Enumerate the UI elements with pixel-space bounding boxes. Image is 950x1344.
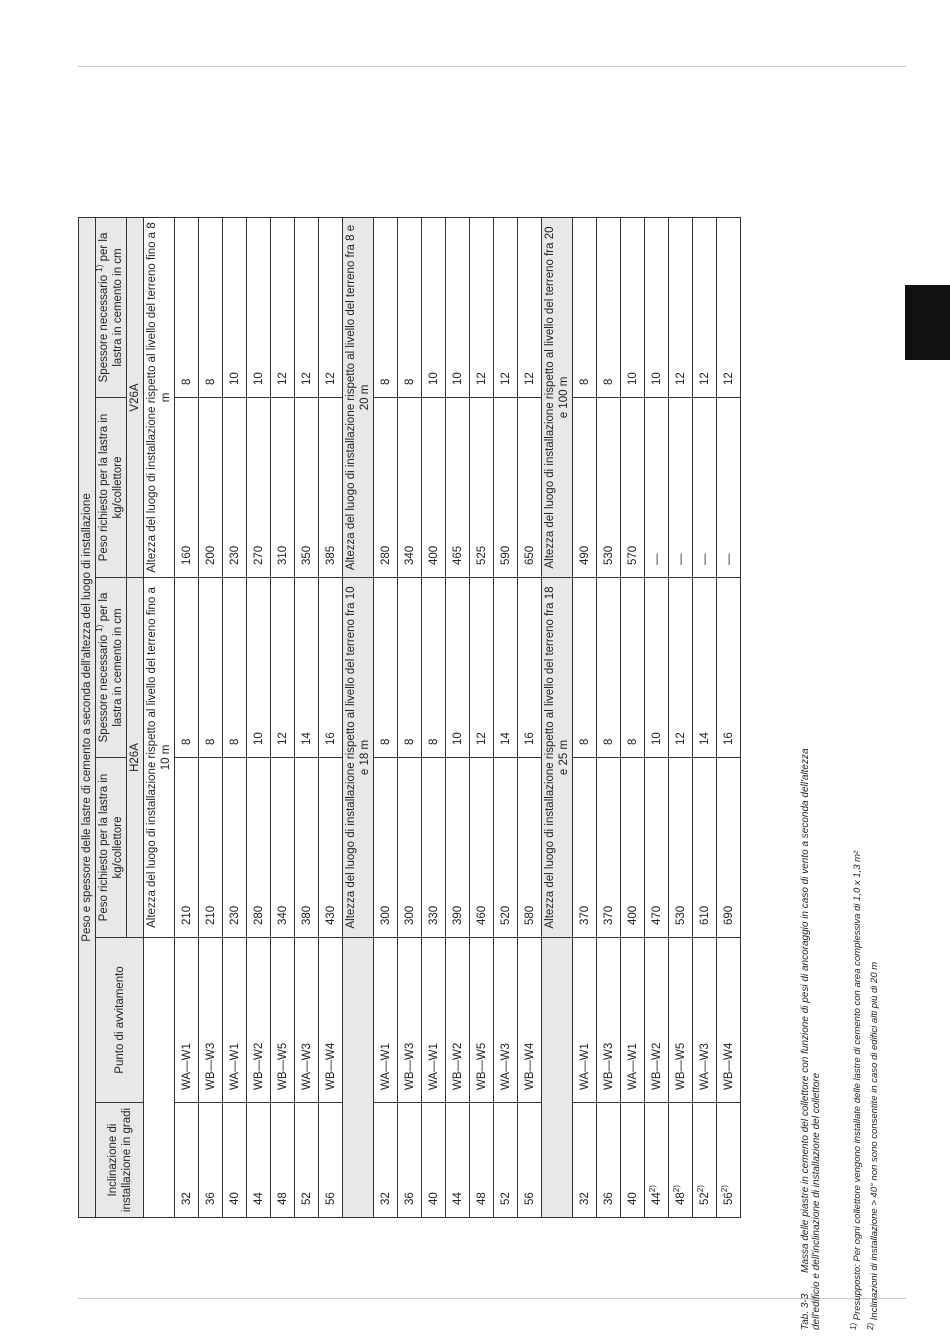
col-header-inclination: Inclinazione di installazione in gradi [96,1103,144,1218]
cell-thickness-h26a: 8 [621,578,645,758]
table-row [175,217,199,1217]
cell-thickness-h26a: 12 [271,578,295,758]
cell-screw-point: WA—W3 [693,938,717,1103]
cell-weight-h26a: 610 [693,758,717,938]
cell-weight-h26a: 390 [446,758,470,938]
cell-screw-point: WB—W4 [717,938,741,1103]
table-row [422,217,446,1217]
cell-thickness-h26a: 16 [319,578,343,758]
section-label-v26a: Altezza del luogo di installazione rispetto al livello del terreno fra 8 e 20 m [343,217,374,577]
cell-inclination: 44$^{2)}$ [645,1103,669,1218]
cell-inclination: 36 [597,1103,621,1218]
cell-thickness-h26a: 16 [518,578,542,758]
cell-weight-v26a: 340 [398,398,422,578]
cell-thickness-v26a: 10 [645,217,669,397]
table-row [319,217,343,1217]
cell-weight-v26a: 310 [271,398,295,578]
cell-inclination: 32 [175,1103,199,1218]
cell-inclination: 48$^{2)}$ [669,1103,693,1218]
table-title: Peso e spessore delle lastre di cemento a seconda dell'altezza del luogo di installazione [79,217,96,1217]
cell-thickness-v26a: 12 [295,217,319,397]
cell-thickness-v26a: 8 [175,217,199,397]
cell-screw-point: WA—W3 [494,938,518,1103]
model-v26a: V26A [127,217,144,577]
cell-weight-h26a: 530 [669,758,693,938]
table-row [398,217,422,1217]
cell-weight-h26a: 520 [494,758,518,938]
cell-weight-v26a: — [693,398,717,578]
cell-weight-v26a: — [717,398,741,578]
cell-inclination: 32 [573,1103,597,1218]
cell-screw-point: WB—W2 [645,938,669,1103]
cell-weight-v26a: 270 [247,398,271,578]
cell-weight-h26a: 470 [645,758,669,938]
col-header-thickness-v: Spessore necessario $^{1)}$ per la lastra in cemento in cm [96,217,127,397]
cell-screw-point: WB—W4 [518,938,542,1103]
cell-thickness-h26a: 14 [494,578,518,758]
table-row [573,217,597,1217]
cell-screw-point: WB—W3 [199,938,223,1103]
cell-thickness-v26a: 10 [223,217,247,397]
cell-thickness-v26a: 10 [247,217,271,397]
col-header-weight-h: Peso richiesto per la lastra in kg/collettore [96,758,127,938]
cell-inclination: 44 [446,1103,470,1218]
section-label-h26a: Altezza del luogo di installazione rispetto al livello del terreno fino a 10 m [144,578,175,938]
cell-weight-h26a: 370 [573,758,597,938]
cell-weight-h26a: 370 [597,758,621,938]
section-header-row [542,217,573,1217]
col-header-weight-v: Peso richiesto per la lastra in kg/collettore [96,398,127,578]
cell-weight-v26a: 465 [446,398,470,578]
table-row [669,217,693,1217]
cell-screw-point: WB—W4 [319,938,343,1103]
table-row [470,217,494,1217]
cell-weight-v26a: 200 [199,398,223,578]
cell-thickness-h26a: 10 [446,578,470,758]
cell-weight-v26a: 490 [573,398,597,578]
cell-thickness-v26a: 12 [271,217,295,397]
table-row [295,217,319,1217]
cell-weight-h26a: 210 [175,758,199,938]
cell-inclination: 56 [518,1103,542,1218]
table-row [621,217,645,1217]
table-row [247,217,271,1217]
cell-screw-point: WB—W3 [398,938,422,1103]
cell-weight-v26a: 280 [374,398,398,578]
cell-thickness-h26a: 8 [199,578,223,758]
cell-thickness-v26a: 12 [470,217,494,397]
weight-table [78,217,741,1218]
caption-label: Tab. 3-3 [800,1293,811,1330]
table-row [271,217,295,1217]
table-row [223,217,247,1217]
cell-screw-point: WB—W2 [446,938,470,1103]
caption-text: Massa delle piastre in cemento del collettore con funzione di pesi di ancoraggio in caso di vento a seconda dell'altezza dell'edificio e dell'inclinazione di installazione del collettore [800,748,822,1330]
cell-weight-h26a: 460 [470,758,494,938]
cell-weight-h26a: 280 [247,758,271,938]
cell-screw-point: WB—W5 [470,938,494,1103]
footer-rule [78,1298,906,1299]
cell-inclination: 48 [470,1103,494,1218]
cell-inclination: 40 [422,1103,446,1218]
cell-weight-v26a: — [645,398,669,578]
table-row [645,217,669,1217]
cell-screw-point: WA—W1 [175,938,199,1103]
table-row [374,217,398,1217]
section-spacer [542,938,573,1218]
cell-inclination: 40 [223,1103,247,1218]
table-row [693,217,717,1217]
cell-inclination: 32 [374,1103,398,1218]
table-row [518,217,542,1217]
notes-block [800,710,886,1330]
section-label-v26a: Altezza del luogo di installazione rispetto al livello del terreno fino a 8 m [144,217,175,577]
cell-thickness-v26a: 12 [494,217,518,397]
cell-weight-h26a: 400 [621,758,645,938]
section-spacer [343,938,374,1218]
section-label-h26a: Altezza del luogo di installazione rispetto al livello del terreno fra 18 e 25 m [542,578,573,938]
cell-screw-point: WA—W1 [573,938,597,1103]
col-header-thickness-h: Spessore necessario $^{1)}$ per la lastra in cemento in cm [96,578,127,758]
cell-thickness-h26a: 8 [223,578,247,758]
cell-thickness-h26a: 8 [398,578,422,758]
model-h26a: H26A [127,578,144,938]
cell-inclination: 36 [398,1103,422,1218]
cell-inclination: 56 [319,1103,343,1218]
cell-screw-point: WA—W3 [295,938,319,1103]
cell-inclination: 44 [247,1103,271,1218]
cell-thickness-h26a: 8 [422,578,446,758]
cell-thickness-h26a: 12 [669,578,693,758]
cell-weight-v26a: 350 [295,398,319,578]
cell-thickness-v26a: 10 [621,217,645,397]
cell-thickness-h26a: 10 [247,578,271,758]
table-row [717,217,741,1217]
cell-weight-v26a: 525 [470,398,494,578]
cell-thickness-v26a: 12 [518,217,542,397]
table-row [446,217,470,1217]
cell-thickness-h26a: 16 [717,578,741,758]
cell-screw-point: WB—W5 [271,938,295,1103]
cell-weight-v26a: 590 [494,398,518,578]
cell-thickness-v26a: 8 [597,217,621,397]
cell-weight-h26a: 330 [422,758,446,938]
cell-weight-v26a: 650 [518,398,542,578]
section-thumb-tab [905,285,950,360]
cell-thickness-v26a: 8 [374,217,398,397]
cell-weight-h26a: 210 [199,758,223,938]
cell-weight-h26a: 340 [271,758,295,938]
cell-weight-v26a: 400 [422,398,446,578]
cell-thickness-h26a: 8 [374,578,398,758]
cell-thickness-h26a: 14 [295,578,319,758]
cell-screw-point: WA—W1 [223,938,247,1103]
cell-screw-point: WA—W1 [621,938,645,1103]
table-caption [800,710,822,1330]
cell-inclination: 52$^{2)}$ [693,1103,717,1218]
cell-weight-h26a: 380 [295,758,319,938]
cell-weight-h26a: 430 [319,758,343,938]
cell-weight-v26a: 160 [175,398,199,578]
footnote-2: $^{2)}$ Inclinazioni di installazione > 40° non sono consentite in caso di edifici alti più di 20 m [865,961,880,1330]
cell-inclination: 56$^{2)}$ [717,1103,741,1218]
cell-weight-v26a: 230 [223,398,247,578]
cell-weight-h26a: 300 [374,758,398,938]
cell-thickness-h26a: 10 [645,578,669,758]
cell-inclination: 36 [199,1103,223,1218]
cell-screw-point: WA—W1 [374,938,398,1103]
cell-weight-v26a: — [669,398,693,578]
cell-screw-point: WB—W3 [597,938,621,1103]
header-rule [78,66,906,67]
cell-screw-point: WA—W1 [422,938,446,1103]
cell-weight-v26a: 570 [621,398,645,578]
cell-inclination: 48 [271,1103,295,1218]
cell-inclination: 52 [295,1103,319,1218]
cell-thickness-h26a: 8 [597,578,621,758]
section-label-v26a: Altezza del luogo di installazione rispetto al livello del terreno fra 20 e 100 m [542,217,573,577]
cell-weight-v26a: 530 [597,398,621,578]
section-label-h26a: Altezza del luogo di installazione rispetto al livello del terreno fra 10 e 18 m [343,578,374,938]
table-row [494,217,518,1217]
table-row [597,217,621,1217]
cell-thickness-h26a: 12 [470,578,494,758]
cell-thickness-h26a: 14 [693,578,717,758]
table-row [199,217,223,1217]
section-header-row [144,217,175,1217]
table-body [144,217,741,1217]
col-header-screw-point: Punto di avvitamento [96,938,144,1103]
cell-weight-h26a: 580 [518,758,542,938]
cell-screw-point: WB—W5 [669,938,693,1103]
rotated-table-wrapper [78,218,788,1218]
cell-thickness-v26a: 10 [446,217,470,397]
cell-weight-v26a: 385 [319,398,343,578]
cell-weight-h26a: 690 [717,758,741,938]
cell-weight-h26a: 230 [223,758,247,938]
cell-inclination: 40 [621,1103,645,1218]
cell-thickness-v26a: 10 [422,217,446,397]
section-header-row [343,217,374,1217]
cell-inclination: 52 [494,1103,518,1218]
cell-thickness-v26a: 12 [693,217,717,397]
cell-thickness-v26a: 12 [319,217,343,397]
section-spacer [144,938,175,1218]
footnote-1: $^{1)}$ Presupposto: Per ogni collettore vengono installate delle lastre di cemento con area complessiva di 1,0 x 1,3 m² [848,850,863,1330]
cell-thickness-v26a: 12 [669,217,693,397]
cell-weight-h26a: 300 [398,758,422,938]
cell-thickness-v26a: 8 [573,217,597,397]
cell-thickness-v26a: 8 [199,217,223,397]
cell-thickness-h26a: 8 [573,578,597,758]
cell-thickness-h26a: 8 [175,578,199,758]
cell-thickness-v26a: 8 [398,217,422,397]
cell-thickness-v26a: 12 [717,217,741,397]
cell-screw-point: WB—W2 [247,938,271,1103]
